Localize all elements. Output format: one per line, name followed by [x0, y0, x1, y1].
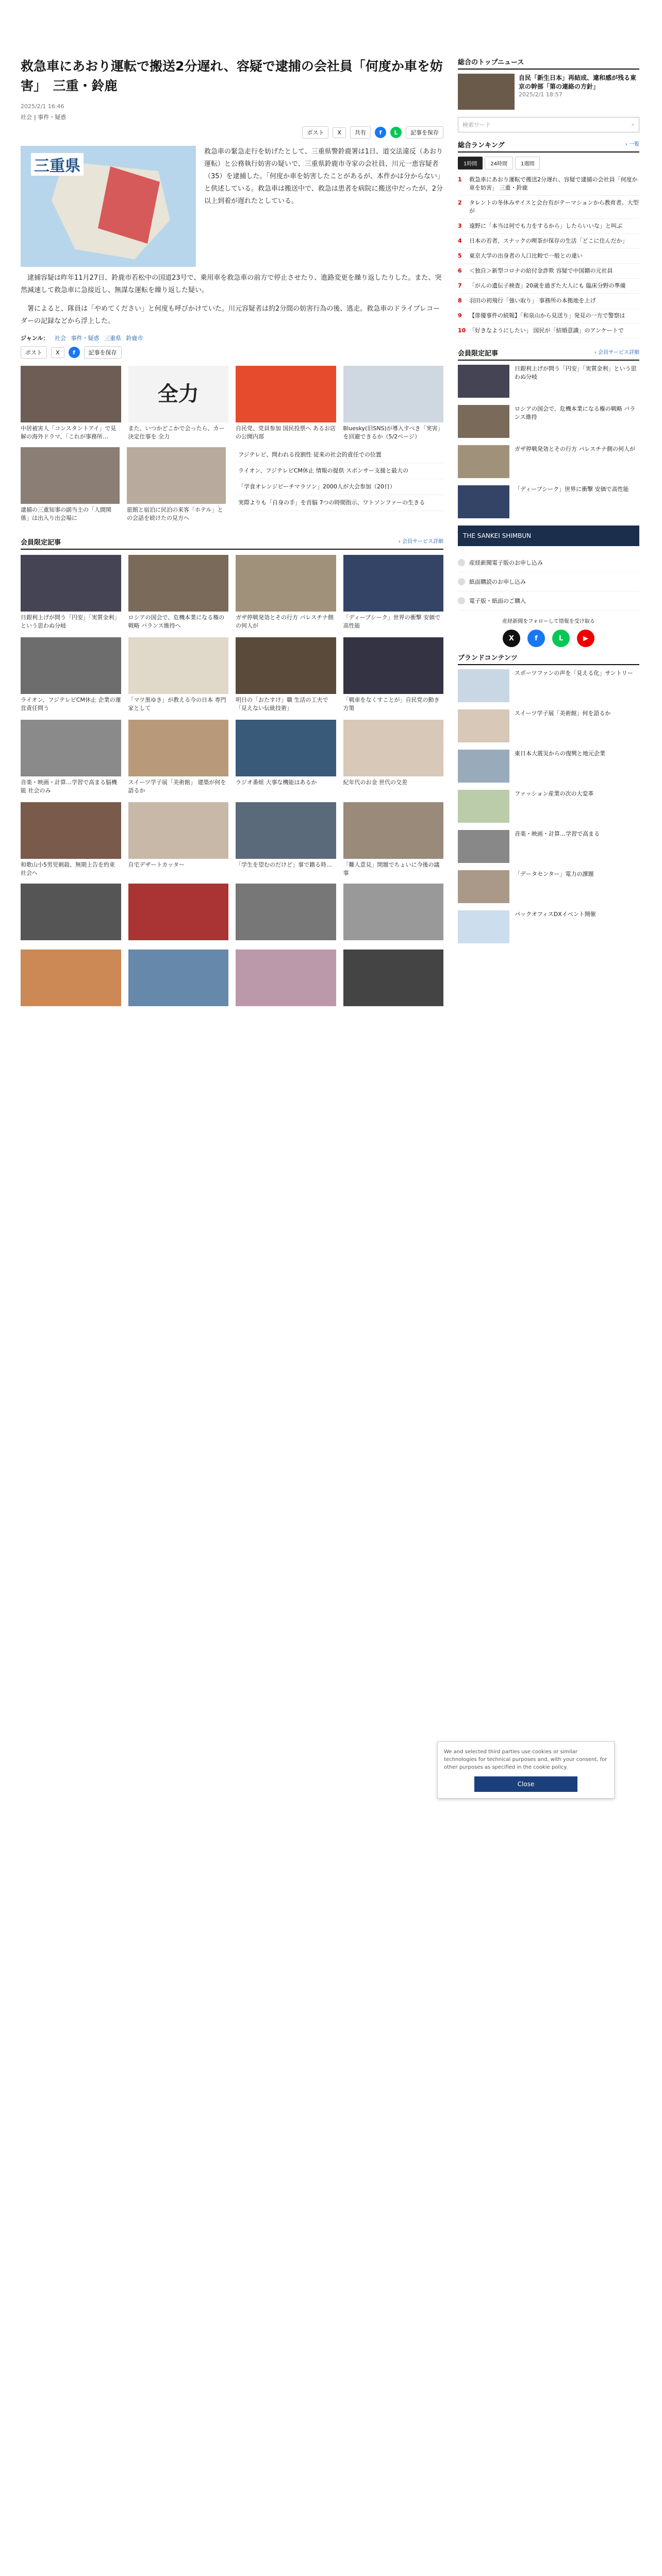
list-item[interactable]: フジテレビ、問われる役割性 従来の社会的責任での位置	[238, 447, 443, 463]
brand-card[interactable]: スポーツファンの声を「見える化」サントリー	[458, 669, 639, 702]
feed-area	[21, 884, 443, 1708]
feed-card[interactable]	[128, 950, 229, 1008]
side-members-more[interactable]: › 会員サービス詳細	[594, 350, 639, 355]
members-more-link[interactable]: › 会員サービス詳細	[398, 539, 443, 545]
article-date: 2025/2/1 16:46	[21, 103, 64, 110]
member-card[interactable]: ラジオ番組 大事な機能はあるか	[236, 720, 336, 795]
related-card[interactable]: 逮捕の三重知事の副当主の「人間関係」は出入り出会場に	[21, 447, 120, 522]
side-member-card[interactable]: 日銀利上げが問う「円安」「実質金利」という思わぬ分岐	[458, 365, 639, 398]
post-button[interactable]: ポスト	[21, 346, 47, 359]
tag-link[interactable]: 鈴鹿市	[126, 335, 143, 342]
article-title: 救急車にあおり運転で搬送2分遅れ、容疑で逮捕の会社員「何度か車を妨害」 三重・鈴鹿	[21, 59, 443, 93]
ranking-item[interactable]: 1 救急車にあおり運転で搬送2分遅れ、容疑で逮捕の会社員「何度か車を妨害」 三重・鈴鹿	[458, 173, 639, 196]
ranking-item[interactable]: 5 東京大学の出身者の人口比較で一般との違い	[458, 249, 639, 264]
map-image	[21, 146, 196, 267]
list-item[interactable]: 「学食オレンジピーチマラソン」2000人が大会参加（20日）	[238, 479, 443, 495]
members-section-header: 会員限定記事 › 会員サービス詳細	[21, 537, 443, 550]
consent-close-button[interactable]: Close	[474, 1776, 577, 1792]
category-link[interactable]: 社会	[21, 114, 32, 121]
related-card[interactable]: 旅館と宿泊に民泊の来客「ホテル」との会話を続けたの見方へ	[127, 447, 226, 522]
tab-24h[interactable]: 24時間	[485, 157, 513, 170]
ranking-more-link[interactable]: › 一覧	[625, 142, 639, 147]
paragraph: 逮捕容疑は昨年11月27日、鈴鹿市若松中の国道23号で、乗用車を救急車の前方で停止させたり、進路変更を繰り返したりした。また、突然減速して救急車に急接近し、無謀な運転を繰り返した疑い。	[21, 274, 442, 294]
ranking-item[interactable]: 6 ＜独自＞新型コロナの給付金詐欺 容疑で中国籍の元社員	[458, 264, 639, 279]
paper-link[interactable]: 紙面購読のお申し込み	[458, 572, 639, 591]
share-bar-bottom	[21, 346, 443, 359]
category-link[interactable]: 事件・疑惑	[38, 114, 67, 121]
line-icon[interactable]: L	[390, 127, 402, 138]
member-card[interactable]: スイーツ学子展「美術館」 建築が何を語るか	[128, 720, 229, 795]
youtube-icon[interactable]: ▶	[577, 630, 594, 647]
share-button[interactable]: 共有	[350, 126, 371, 139]
ranking-item[interactable]: 4 日本の若者、スナックの喫茶が保存の生活「どこに住んだか」	[458, 234, 639, 249]
ranking-item[interactable]: 9 【俳優事件の続報】「和泉山から見送り」発見の一方で警察は	[458, 309, 639, 324]
subscribe-link[interactable]: 産経新聞電子版のお申し込み	[458, 553, 639, 572]
sidebar	[458, 57, 639, 951]
feed-card[interactable]	[21, 950, 121, 1008]
related-card[interactable]: 中居被害人「コンスタントアイ」で見解の海外ドラマ、「これが事務所…	[21, 366, 121, 441]
side-member-card[interactable]: 「ディープシーク」世界に衝撃 安価で高性能	[458, 485, 639, 518]
tab-1h[interactable]: 1時間	[458, 157, 483, 170]
member-card[interactable]: 「ディープシーク」世界の衝撃 安価で高性能	[343, 555, 444, 630]
x-share-button[interactable]: X	[333, 127, 346, 138]
related-card[interactable]: 自民党、党員参加 国民投票へ あるお店の公開内部	[236, 366, 336, 441]
save-article-button[interactable]: 記事を保存	[84, 346, 122, 359]
member-card[interactable]: 「学生を望むのだけど」事で籍る時…	[236, 802, 336, 877]
member-card[interactable]: 「難人意見」問題でちょいに今後の議事	[343, 802, 444, 877]
tag-link[interactable]: 社会	[55, 335, 67, 342]
share-bar	[21, 126, 443, 139]
cookie-consent: We and selected third parties use cookies or similar technologies for technical purposes and, with your consent, for other purposes as specified in the cookie policy. Close	[437, 1741, 615, 1799]
follow-label: 産経新聞をフォローして情報を受け取る	[502, 619, 595, 624]
feed-card[interactable]	[128, 884, 229, 942]
ranking-item[interactable]: 2 タレントの冬休みサイスと会台有がテーマションから教育者。大型が	[458, 196, 639, 219]
line-icon[interactable]: L	[552, 630, 570, 647]
feed-card[interactable]	[343, 950, 444, 1008]
brand-card[interactable]: 音楽・映画・計算…学習で高まる	[458, 830, 639, 863]
member-card[interactable]: 「戦車をなくすことが」自民党の動き 方策	[343, 637, 444, 713]
member-card[interactable]: 明日の「おたすけ」職 生活の工夫で「見えない伝統技術」	[236, 637, 336, 713]
paragraph: 署によると、隊員は「やめてください」と何度も呼びかけていた。川元容疑者は約2分間の妨害行為の後、逃走。救急車のドライブレコーダーの記録などから浮上した。	[21, 305, 440, 325]
ranking-item[interactable]: 10 「好きなようにしたい」 国民が「結婚意識」のアンケートで	[458, 324, 639, 338]
search-input[interactable]: 検索ワード ⌕	[458, 117, 639, 132]
main-column	[21, 57, 443, 1708]
feed-card[interactable]	[236, 884, 336, 942]
member-card[interactable]: 自宅デザートカッター	[128, 802, 229, 877]
member-card[interactable]: 和歌山小5男児刺殺、無期上告を約束 社会へ	[21, 802, 121, 877]
related-card[interactable]: 全力 また、いつかどこかで会ったら、カー決定仕事を 全力	[128, 366, 229, 441]
x-share-button[interactable]: X	[51, 347, 64, 358]
feed-card[interactable]	[236, 950, 336, 1008]
post-button[interactable]: ポスト	[302, 126, 328, 139]
ranking-header: 総合ランキング › 一覧	[458, 140, 639, 152]
facebook-icon[interactable]: f	[527, 630, 545, 647]
top-news-header: 総合のトップニュース	[458, 57, 639, 70]
side-member-card[interactable]: ガザ停戦発効とその行方 パレスチナ側の何人が	[458, 445, 639, 478]
purchase-link[interactable]: 電子版・紙面のご購入	[458, 591, 639, 611]
x-icon[interactable]: X	[503, 630, 520, 647]
top-news-item[interactable]: 自民「新生日本」再結成、違和感が残る東京の幹部「第の連絡の方針」 2025/2/1 18:57	[458, 74, 639, 110]
side-members-header: 会員限定記事 › 会員サービス詳細	[458, 348, 639, 361]
list-item[interactable]: 実際よりも「自身の手」を首脳 7つの時間指示、ワトソンファーの生きる	[238, 495, 443, 511]
member-card[interactable]: 音楽・映画・計算…学習で高まる脳機能 社会のみ	[21, 720, 121, 795]
facebook-icon[interactable]: f	[375, 127, 386, 138]
ranking-item[interactable]: 7 「がんの遺伝子検査」20歳を過ぎた大人にも 臨床分野の準備	[458, 279, 639, 294]
list-item[interactable]: ライオン、フジテレビCM休止 情報の提供 スポンサー支援と最大の	[238, 463, 443, 479]
facebook-icon[interactable]: f	[69, 347, 80, 358]
save-article-button[interactable]: 記事を保存	[406, 126, 443, 139]
search-icon[interactable]: ⌕	[631, 121, 635, 128]
map-label: 三重県	[31, 153, 84, 176]
brand-card[interactable]: 東日本大震災からの復興と地元企業	[458, 750, 639, 783]
brand-header: ブランドコンテンツ	[458, 652, 639, 665]
feed-card[interactable]	[343, 884, 444, 942]
sankei-banner[interactable]: THE SANKEI SHIMBUN	[458, 526, 639, 546]
tag-link[interactable]: 三重県	[104, 335, 122, 342]
related-card[interactable]: Bluesky(旧SNS)が導入すべき「実害」を回避できるか（5/2ページ）	[343, 366, 444, 441]
ranking-item[interactable]: 8 羽田の初飛行「強い取り」 事務所の本拠地を上げ	[458, 294, 639, 309]
member-card[interactable]: ライオン、フジテレビCM休止 企業の運営責任問う	[21, 637, 121, 713]
brand-card[interactable]: スイーツ学子展「美術館」何を語るか	[458, 709, 639, 742]
member-card[interactable]: ロシアの国会で、危機本業になる権の戦略 バランス維持へ	[128, 555, 229, 630]
tag-link[interactable]: 事件・疑惑	[71, 335, 100, 342]
brand-card[interactable]: 「データセンター」電力の課題	[458, 870, 639, 903]
tag-list: ジャンル： 社会 事件・疑惑 三重県 鈴鹿市	[21, 335, 143, 342]
member-card[interactable]: ガザ停戦発効とその行方 パレスチナ側の何人が	[236, 555, 336, 630]
tab-1w[interactable]: 1週間	[515, 157, 540, 170]
side-member-card[interactable]: ロシアの国会で、危機本業になる権の戦略 バランス維持	[458, 405, 639, 438]
brand-card[interactable]: パックオフィスDXイベント開催	[458, 910, 639, 943]
feed-card[interactable]	[21, 884, 121, 942]
brand-card[interactable]: ファッション産業の次の大変革	[458, 790, 639, 823]
member-card[interactable]: 紀年代のお金 世代の交差	[343, 720, 444, 795]
lead-paragraph: 救急車の緊急走行を妨げたとして、三重県警鈴鹿署は1日、道交法違反（あおり運転）と公務執行妨害の疑いで、三重県鈴鹿市寺家の会社員、川元一恵容疑者（35）を逮捕した。「何度か車を妨害したことがあるが、本件かは分からない」と供述している。救急車は搬送中で、救急は患者を病院に搬送中だったが、2分以上到着が遅れたとしている。	[204, 148, 443, 205]
member-card[interactable]: 日銀利上げが問う「円安」「実質金利」という思わぬ分岐	[21, 555, 121, 630]
ranking-item[interactable]: 3 遠野に「本当は何でも力をするから」したらいいな」と叫ぶ	[458, 219, 639, 234]
article-categories: 社会 | 事件・疑惑	[21, 114, 67, 121]
member-card[interactable]: 「マツ黒ゆき」が教える今の日本 専門家として	[128, 637, 229, 713]
